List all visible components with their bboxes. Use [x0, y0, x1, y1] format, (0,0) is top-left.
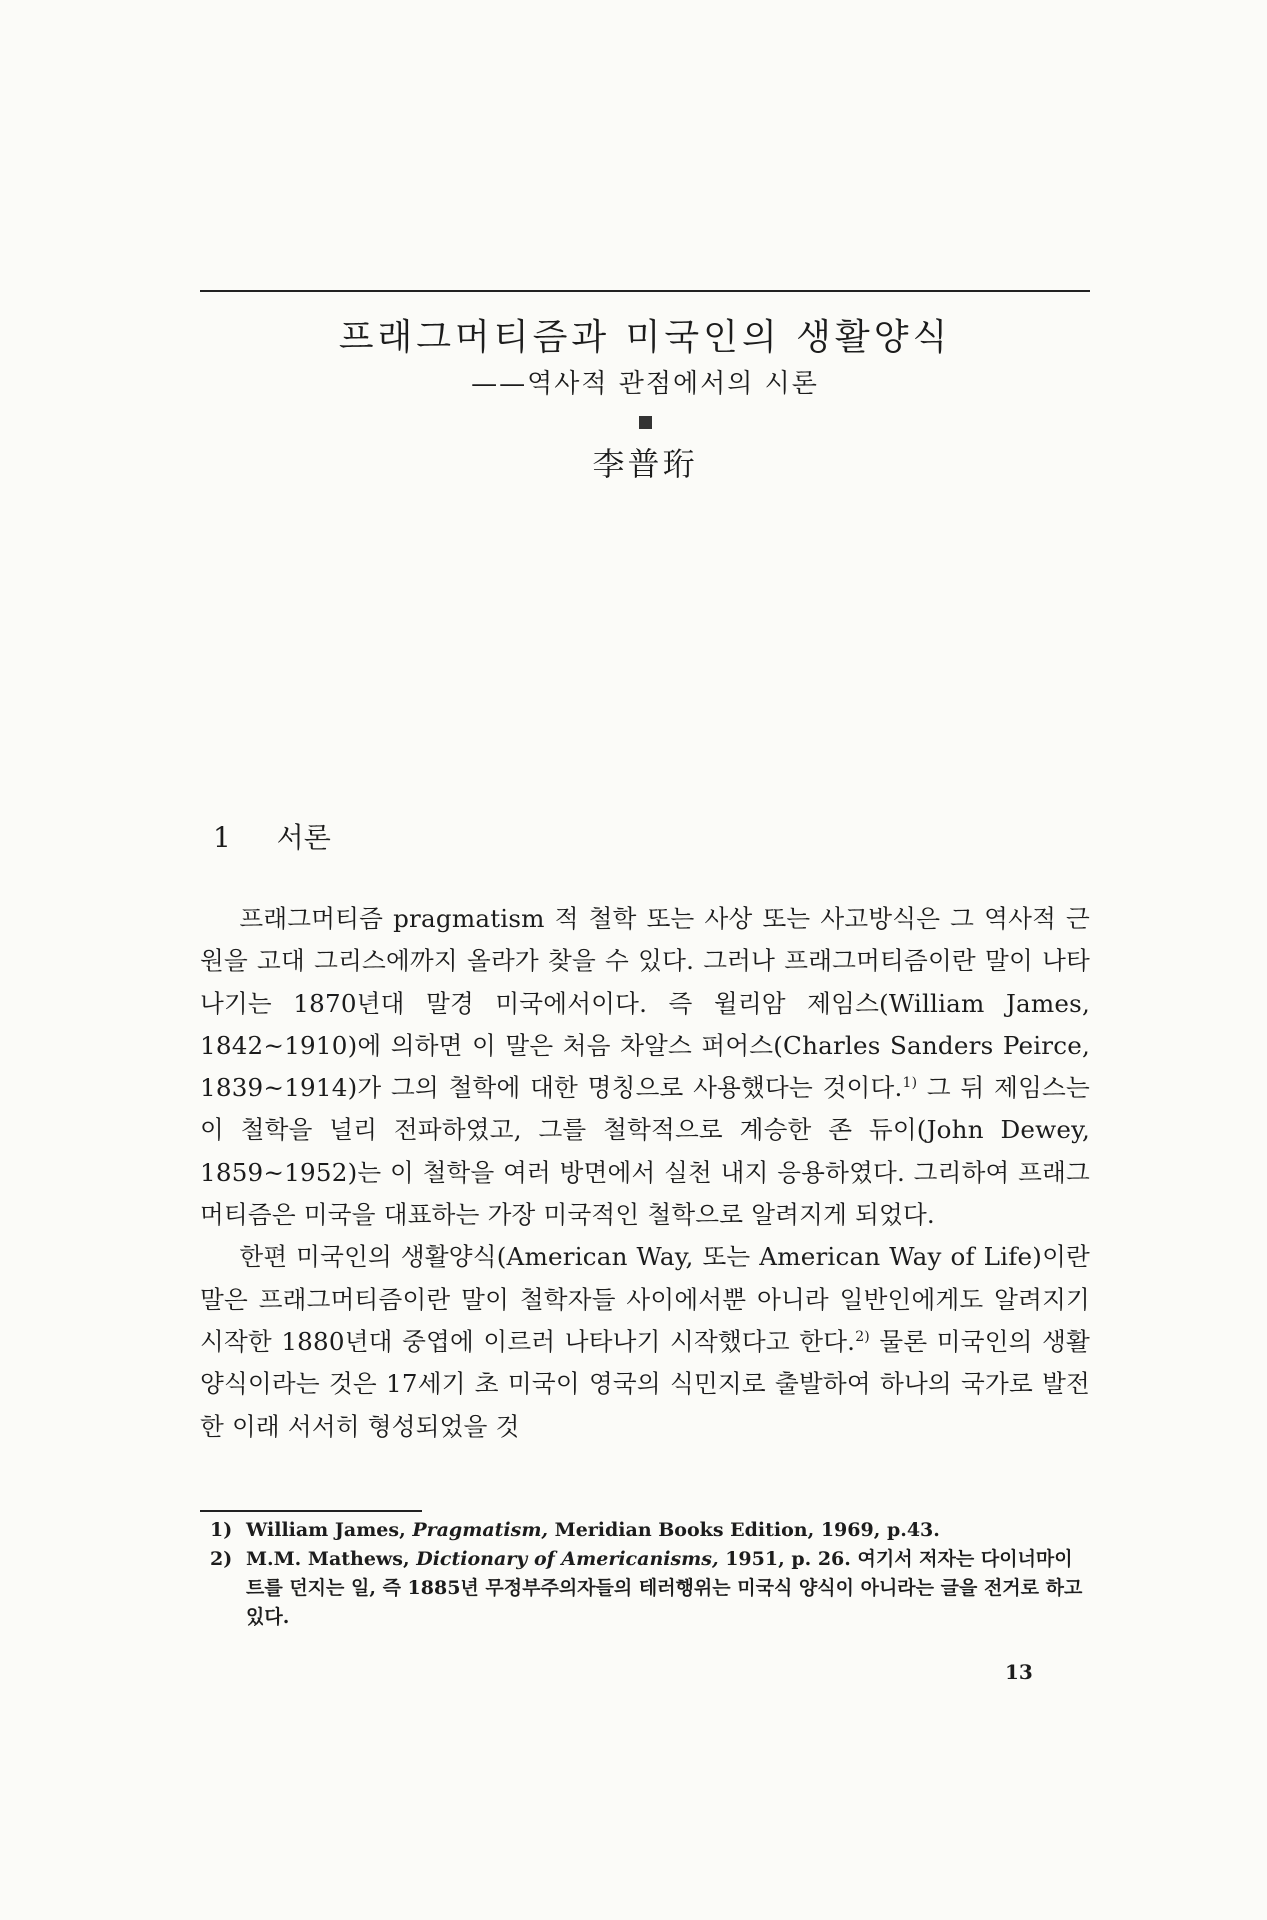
paragraph-2-text-a: 한편 미국인의 생활양식(American Way, 또는 American Way of Life)이란 말은 프래그머티즘이란 말이 철학자들 사이에서뿐 아니라 일반인에게도 알려지기 시작한 1880년대 중엽에 이르러 나타나기 시작했다고 한다.	[200, 1242, 1090, 1356]
footnote-2	[210, 1545, 1090, 1632]
footnote-author: William James,	[246, 1519, 413, 1541]
section-heading	[213, 818, 331, 858]
footnote-details: 1951, p. 26. 여기서 저자는 다이너마이트를 던지는 일, 즉 1885년 무정부주의자들의 테러행위는 미국식 양식이 아니라는 글을 전거로 하고 있다.	[246, 1548, 1083, 1628]
section-title: 서론	[276, 821, 331, 854]
square-mark-icon	[639, 416, 652, 429]
footnote-author: M.M. Mathews,	[246, 1548, 417, 1570]
article-author: 李普珩	[592, 445, 698, 483]
article-header	[200, 300, 1090, 487]
paragraph-2	[200, 1236, 1090, 1447]
separator-mark	[200, 404, 1090, 433]
footnote-ref-2[interactable]: 2)	[855, 1328, 870, 1345]
footnote-title: Dictionary of Americanisms,	[416, 1548, 719, 1570]
top-rule	[200, 290, 1090, 292]
body-text	[200, 898, 1090, 1448]
article-subtitle: ——역사적 관점에서의 시론	[471, 369, 819, 399]
footnote-text	[246, 1516, 1090, 1545]
footnote-number: 2)	[210, 1548, 233, 1570]
paragraph-1-text-a: 프래그머티즘 pragmatism 적 철학 또는 사상 또는 사고방식은 그 역사적 근원을 고대 그리스에까지 올라가 찾을 수 있다. 그러나 프래그머티즘이란 말이 나타나기는 1870년대 말경 미국에서이다. 즉 윌리암 제임스(William James, 1842~1910)에 의하면 이 말은 처음 차알스 퍼어스(Charles Sanders Peirce, 1839~1914)가 그의 철학에 대한 명칭으로 사용했다는 것이다.	[200, 904, 1090, 1103]
footnote-text	[246, 1545, 1090, 1632]
paragraph-2-text-b: 물론 미국인의 생활양식이라는 것은 17세기 초 미국이 영국의 식민지로 출발하여 하나의 국가로 발전한 이래 서서히 형성되었을 것	[200, 1326, 1090, 1441]
page-number: 13	[1005, 1660, 1033, 1684]
footnotes	[210, 1516, 1090, 1632]
paragraph-1-text-b: 그 뒤 제임스는 이 철학을 널리 전파하였고, 그를 철학적으로 계승한 존 듀이(John Dewey, 1859~1952)는 이 철학을 여러 방면에서 실천 내지 응용하였다. 그리하여 프래그머티즘은 미국을 대표하는 가장 미국적인 철학으로 알려지게 되었다.	[200, 1073, 1090, 1230]
paragraph-1	[200, 898, 1090, 1236]
footnote-number: 1)	[210, 1519, 233, 1541]
footnote-details: Meridian Books Edition, 1969, p.43.	[548, 1519, 940, 1541]
footnote-ref-1[interactable]: 1)	[902, 1075, 918, 1091]
footnote-title: Pragmatism,	[412, 1519, 549, 1541]
footnote-1	[210, 1516, 1090, 1545]
article-title: 프래그머티즘과 미국인의 생활양식	[338, 317, 952, 358]
footnote-rule	[200, 1510, 422, 1512]
section-number: 1	[213, 821, 231, 854]
